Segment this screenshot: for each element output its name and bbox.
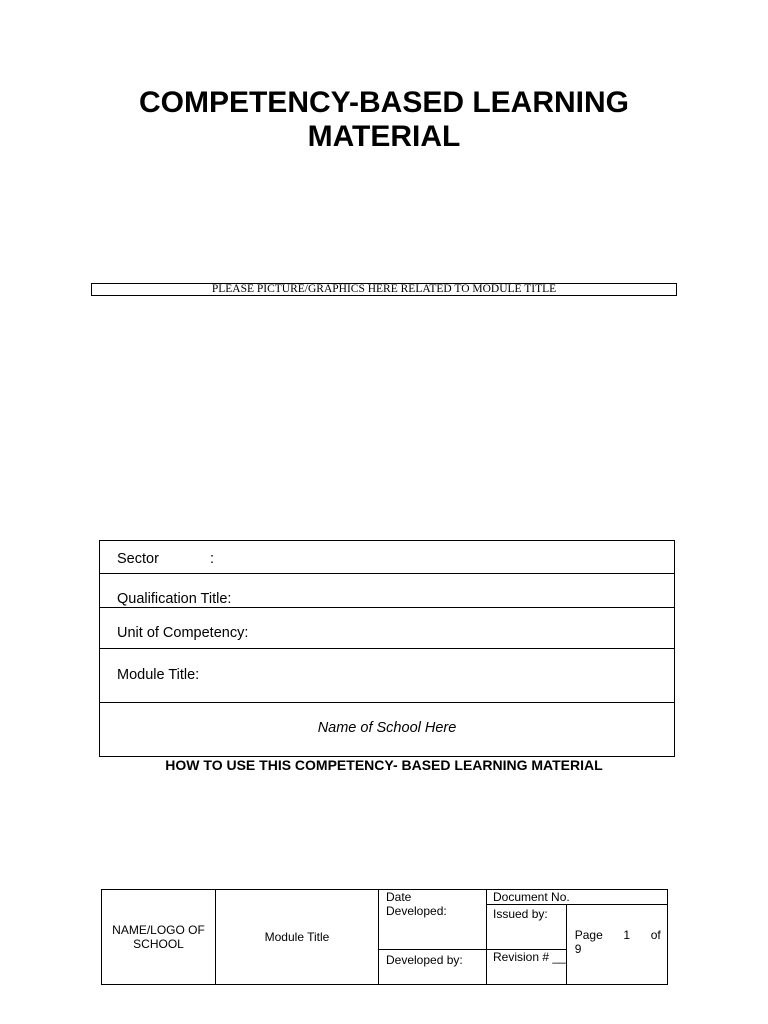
sector-label: Sector (117, 551, 159, 567)
issued-by-label: Issued by: (493, 907, 548, 921)
module-title-label: Module Title: (117, 667, 200, 683)
picture-placeholder-text: PLEASE PICTURE/GRAPHICS HERE RELATED TO MODULE TITLE (211, 283, 557, 295)
how-to-use-heading: HOW TO USE THIS COMPETENCY- BASED LEARNING MATERIAL (165, 757, 603, 773)
page-number-cell (566, 905, 667, 985)
module-row (100, 649, 674, 703)
document-footer-table (101, 889, 668, 985)
school-logo-line1: NAME/LOGO OF (112, 923, 205, 937)
date-developed-cell (379, 890, 487, 950)
page-word: Page (574, 928, 603, 942)
page-total: 9 (574, 942, 582, 956)
sector-row (100, 541, 674, 574)
revision-label: Revision # __ (493, 950, 566, 964)
date-developed-line1: Date (386, 890, 412, 904)
school-logo-line2: SCHOOL (133, 937, 184, 951)
document-number-label: Document No. (493, 890, 570, 904)
school-logo-cell (102, 890, 216, 985)
document-title-line2: MATERIAL (307, 120, 461, 153)
school-row (100, 703, 674, 756)
developed-by-label: Developed by: (386, 953, 463, 967)
of-word: of (650, 928, 661, 942)
picture-placeholder-box (91, 283, 677, 296)
unit-of-competency-label: Unit of Competency: (117, 625, 249, 641)
sector-colon: : (210, 551, 215, 567)
qualification-title-label: Qualification Title: (117, 591, 232, 607)
unit-row (100, 608, 674, 649)
module-info-table (99, 540, 675, 757)
revision-cell (487, 950, 567, 985)
issued-by-cell (487, 905, 567, 950)
qualification-row (100, 574, 674, 608)
developed-by-cell (379, 950, 487, 985)
footer-module-title-cell (216, 890, 379, 985)
footer-module-title: Module Title (264, 930, 330, 944)
page-number: 1 (623, 928, 631, 942)
document-title-line1: COMPETENCY-BASED LEARNING (138, 86, 630, 119)
document-title (0, 86, 768, 154)
school-name: Name of School Here (317, 720, 457, 736)
document-number-cell (487, 890, 668, 905)
date-developed-line2: Developed: (386, 904, 447, 918)
